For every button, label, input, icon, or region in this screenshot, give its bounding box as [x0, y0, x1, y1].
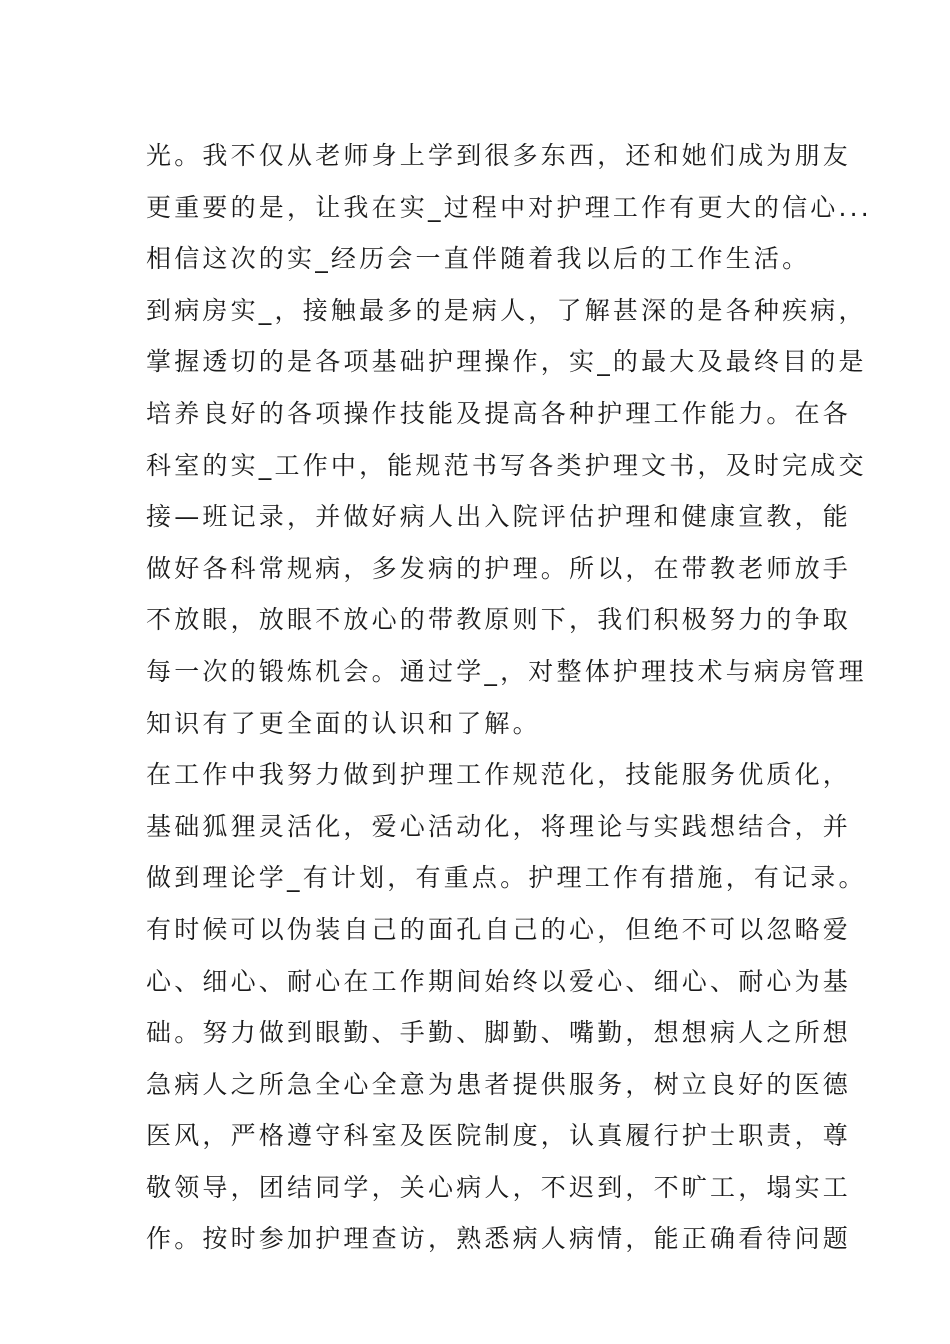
text-line: 在工作中我努力做到护理工作规范化，技能服务优质化，: [146, 760, 852, 790]
text-line: 做到理论学_有计划，有重点。护理工作有措施，有记录。: [146, 863, 867, 893]
text-line: 接—班记录，并做好病人出入院评估护理和健康宣教，能: [146, 502, 852, 532]
text-line: 光。我不仅从老师身上学到很多东西，还和她们成为朋友: [146, 141, 852, 170]
text-line: 作。按时参加护理查访，熟悉病人病情，能正确看待问题: [146, 1224, 852, 1254]
text-line: 心、细心、耐心在工作期间始终以爱心、细心、耐心为基: [146, 966, 852, 996]
text-line: 基础狐狸灵活化，爱心活动化，将理论与实践想结合，并: [146, 811, 852, 841]
text-line: 有时候可以伪装自己的面孔自己的心，但绝不可以忽略爱: [146, 914, 852, 944]
text-line: 相信这次的实_经历会一直伴随着我以后的工作生活。: [146, 244, 811, 274]
text-line: 医风，严格遵守科室及医院制度，认真履行护士职责，尊: [146, 1121, 852, 1151]
text-line: 敬领导，团结同学，关心病人，不迟到，不旷工，塌实工: [146, 1172, 852, 1202]
body-text: [146, 130, 872, 1265]
text-line: 不放眼，放眼不放心的带教原则下，我们积极努力的争取: [146, 605, 852, 635]
text-line: 做好各科常规病，多发病的护理。所以，在带教老师放手: [146, 553, 852, 583]
text-line: 更重要的是，让我在实_过程中对护理工作有更大的信心...: [146, 192, 872, 222]
text-line: 急病人之所急全心全意为患者提供服务，树立良好的医德: [146, 1069, 852, 1099]
text-line: 每一次的锻炼机会。通过学_，对整体护理技术与病房管理: [146, 656, 867, 686]
text-line: 培养良好的各项操作技能及提高各种护理工作能力。在各: [146, 398, 852, 428]
text-line: 科室的实_工作中，能规范书写各类护理文书，及时完成交: [146, 450, 867, 480]
text-line: 础。努力做到眼勤、手勤、脚勤、嘴勤，想想病人之所想: [146, 1018, 852, 1048]
text-line: 知识有了更全面的认识和了解。: [146, 708, 541, 738]
text-line: 掌握透切的是各项基础护理操作，实_的最大及最终目的是: [146, 347, 867, 377]
text-line: 到病房实_，接触最多的是病人，了解甚深的是各种疾病，: [146, 295, 867, 325]
